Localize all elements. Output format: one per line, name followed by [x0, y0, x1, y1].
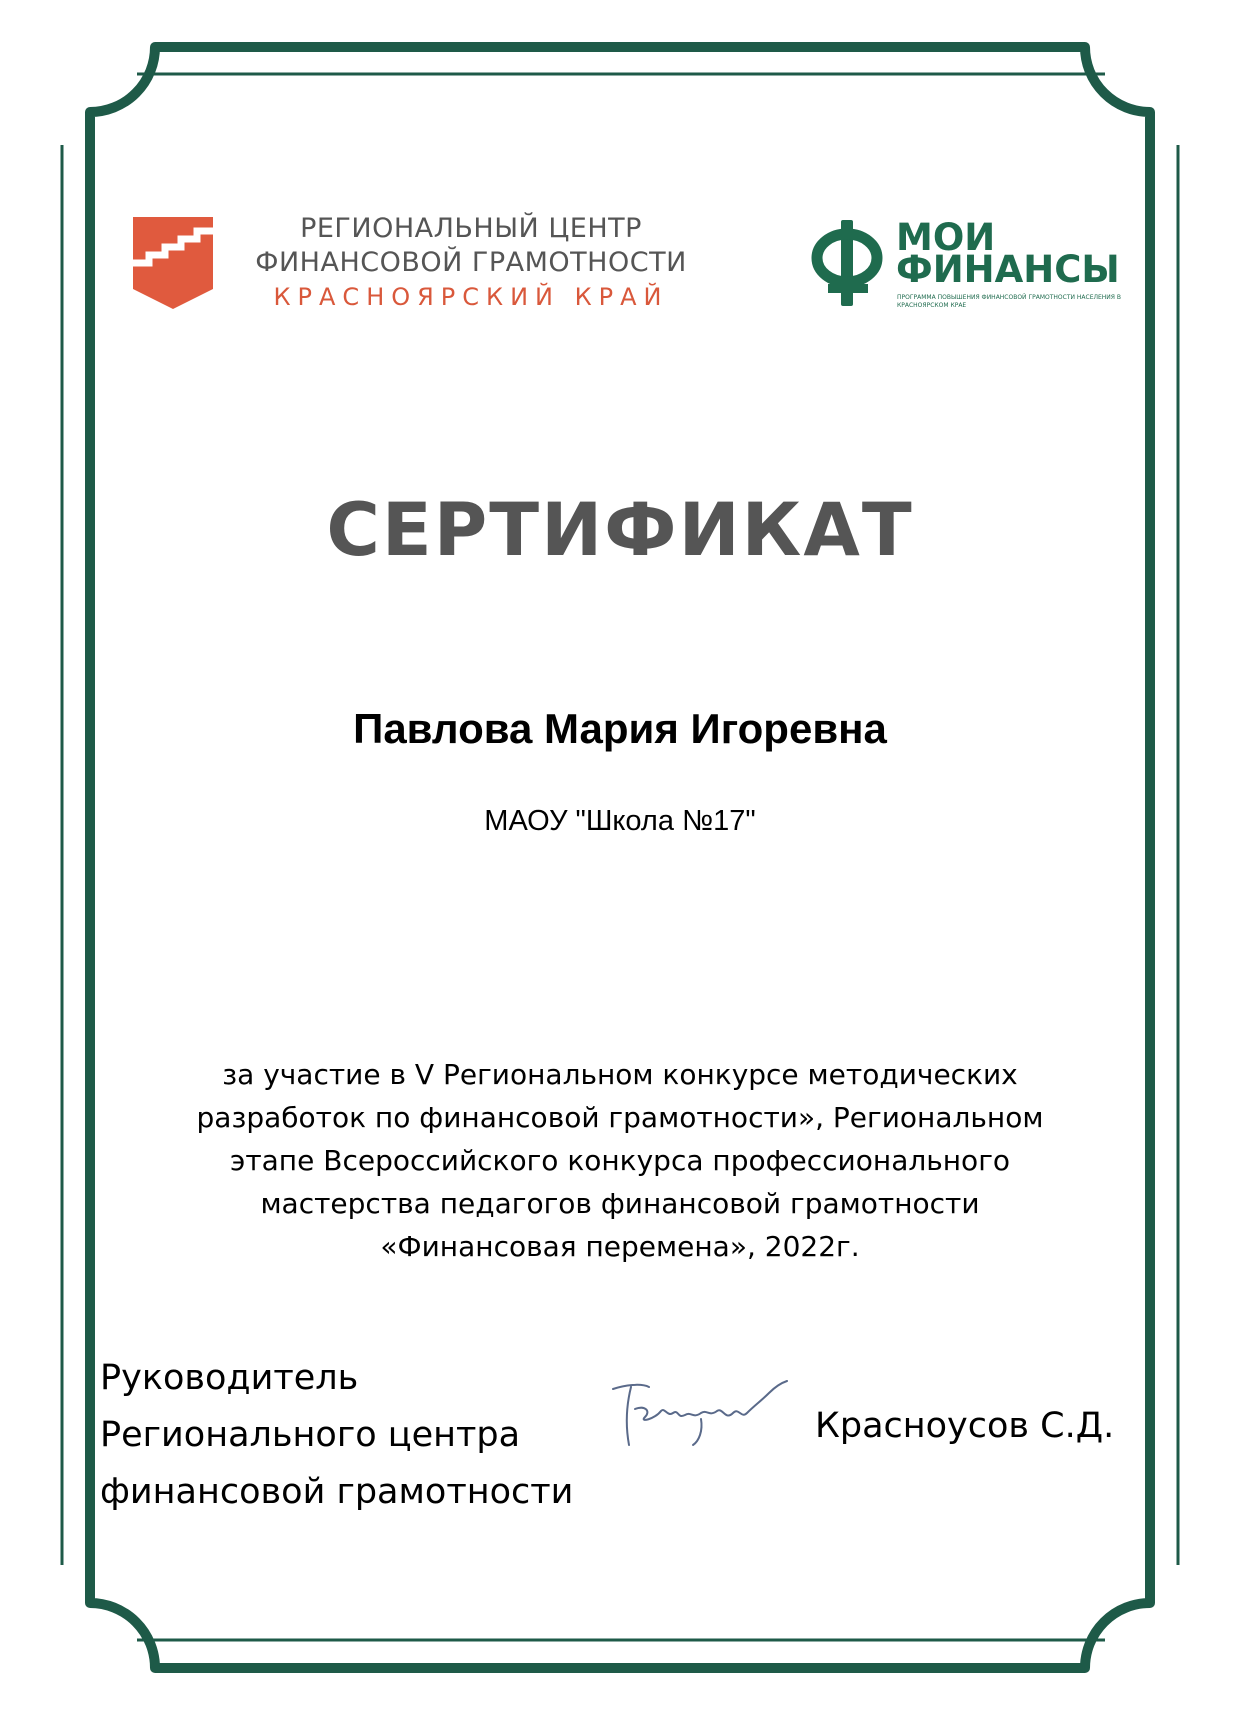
role-line: Руководитель	[100, 1358, 359, 1398]
logo-line-1: РЕГИОНАЛЬНЫЙ ЦЕНТР	[300, 213, 642, 244]
handwritten-signature-icon	[605, 1375, 795, 1455]
logo-right-line-2: ФИНАНСЫ	[896, 248, 1120, 291]
body-line: за участие в V Региональном конкурсе методических	[222, 1058, 1018, 1091]
logo-right-line-1: МОИ	[896, 216, 996, 259]
logo-right-subtitle: ПРОГРАММА ПОВЫШЕНИЯ ФИНАНСОВОЙ ГРАМОТНОСТИ НАСЕЛЕНИЯ В КРАСНОЯРСКОМ КРАЕ	[897, 294, 1121, 309]
signatory-name: Красноусов С.Д.	[815, 1406, 1115, 1446]
certificate-title: СЕРТИФИКАТ	[326, 488, 914, 573]
body-line: этапе Всероссийского конкурса профессионального	[229, 1144, 1011, 1177]
regional-center-emblem-icon	[133, 217, 213, 309]
regional-center-logo	[133, 212, 703, 312]
body-line: разработок по финансовой грамотности», Региональном	[196, 1101, 1044, 1134]
certificate-body	[130, 1053, 1110, 1268]
logo-line-3: КРАСНОЯРСКИЙ КРАЙ	[273, 283, 669, 311]
organization-name: МАОУ "Школа №17"	[484, 805, 756, 837]
recipient-name: Павлова Мария Игоревна	[353, 705, 887, 752]
signatory-role	[100, 1350, 573, 1521]
ruble-phi-icon	[810, 218, 888, 310]
logo-line-2: ФИНАНСОВОЙ ГРАМОТНОСТИ	[255, 247, 687, 278]
role-line: финансовой грамотности	[100, 1472, 574, 1512]
role-line: Регионального центра	[100, 1415, 521, 1455]
body-line: «Финансовая перемена», 2022г.	[380, 1230, 860, 1263]
body-line: мастерства педагогов финансовой грамотности	[260, 1187, 980, 1220]
moi-finansy-logo	[810, 218, 1120, 318]
